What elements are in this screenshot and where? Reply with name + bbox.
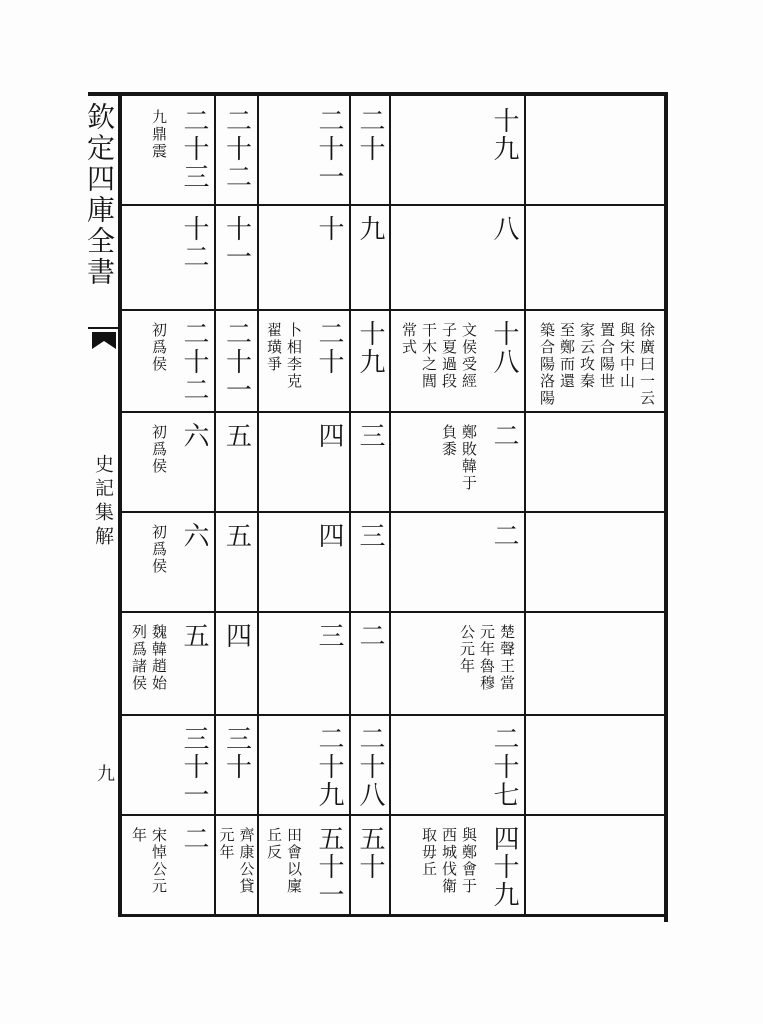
table-cell — [350, 97, 390, 205]
year-numeral: 十九 — [489, 107, 519, 163]
annotation-line: 干木之閭 — [420, 322, 438, 390]
section-title: 史記集解 — [92, 454, 114, 550]
year-numeral: 五 — [221, 422, 252, 450]
table-cell — [390, 612, 525, 715]
table-cell — [390, 310, 525, 412]
annotation — [264, 825, 304, 895]
annotation-line: 九鼎震 — [150, 109, 168, 160]
annotation-line: 初爲侯 — [150, 424, 168, 475]
year-numeral: 二十二 — [221, 107, 252, 191]
annotation-line: 徐廣曰一云 — [638, 322, 656, 407]
table-cell — [390, 97, 525, 205]
year-numeral: 二十七 — [489, 725, 519, 809]
year-numeral: 九 — [355, 215, 385, 243]
table-cell — [350, 815, 390, 916]
year-numeral: 八 — [489, 215, 519, 243]
margin-rule — [88, 327, 118, 329]
annotation-line: 文侯受經 — [460, 322, 478, 390]
table-cell — [525, 412, 665, 512]
year-numeral: 五十 — [355, 825, 385, 881]
annotation — [419, 825, 479, 895]
annotation-line: 翟璜爭 — [265, 322, 283, 373]
year-numeral: 二十 — [355, 107, 385, 163]
year-numeral: 十 — [314, 215, 344, 243]
annotation-line: 常式 — [400, 322, 418, 356]
annotation-line: 子夏過段 — [440, 322, 458, 390]
table-cell — [350, 512, 390, 612]
table-cell — [120, 310, 215, 412]
table-cell — [390, 512, 525, 612]
annotation-line: 家云攻秦 — [578, 322, 596, 390]
table-cell — [390, 815, 525, 916]
annotation-line: 列爲諸侯 — [130, 624, 148, 692]
table-cell — [258, 512, 350, 612]
table-cell — [525, 815, 665, 916]
table-cell — [525, 97, 665, 205]
table-cell — [350, 715, 390, 815]
table-cell — [525, 205, 665, 310]
annotation-line: 與宋中山 — [618, 322, 636, 390]
annotation-line: 初爲侯 — [150, 322, 168, 373]
annotation — [399, 320, 479, 390]
annotation — [149, 422, 169, 475]
table-cell — [258, 97, 350, 205]
year-numeral: 二 — [489, 422, 519, 450]
year-numeral: 五 — [179, 622, 209, 650]
year-numeral: 四 — [314, 422, 344, 450]
annotation-line: 負黍 — [440, 424, 458, 458]
annotation — [129, 622, 169, 692]
annotation-line: 魏韓趙始 — [150, 624, 168, 692]
annotation-line: 宋悼公元 — [150, 827, 168, 895]
annotation-line: 置合陽世 — [598, 322, 616, 390]
annotation — [149, 320, 169, 373]
year-numeral: 四 — [314, 522, 344, 550]
year-numeral: 二十三 — [179, 107, 209, 191]
margin-strip — [83, 96, 118, 914]
table-cell — [215, 512, 258, 612]
annotation-line: 築合陽洛陽 — [538, 322, 556, 407]
table-cell — [525, 715, 665, 815]
table-cell — [350, 412, 390, 512]
year-numeral: 十八 — [489, 320, 519, 376]
year-numeral: 二十二 — [179, 320, 209, 404]
year-numeral: 十九 — [355, 320, 385, 376]
table-cell — [215, 412, 258, 512]
year-numeral: 二十八 — [355, 725, 385, 809]
annotation — [217, 825, 257, 895]
annotation-line: 西城伐衛 — [440, 827, 458, 895]
year-numeral: 三 — [314, 622, 344, 650]
annotation — [149, 107, 169, 160]
annotation-line: 丘反 — [265, 827, 283, 861]
fishtail-mark — [92, 332, 116, 350]
table-cell — [258, 815, 350, 916]
year-numeral: 三十一 — [179, 725, 209, 809]
year-numeral: 二 — [489, 522, 519, 550]
year-numeral: 二 — [179, 825, 209, 853]
year-numeral: 十一 — [221, 215, 252, 271]
year-numeral: 二十 — [314, 320, 344, 376]
table-cell — [525, 310, 665, 412]
annotation-line: 初爲侯 — [150, 524, 168, 575]
table-cell — [120, 715, 215, 815]
annotation-line: 至鄭而還 — [558, 322, 576, 390]
annotation-line: 公元年 — [458, 624, 476, 675]
table-cell — [215, 310, 258, 412]
table-cell — [120, 97, 215, 205]
year-numeral: 五十一 — [314, 825, 344, 909]
year-numeral: 二 — [355, 622, 385, 650]
year-numeral: 二十一 — [314, 107, 344, 191]
page-number: 九 — [94, 764, 115, 782]
table-cell — [120, 512, 215, 612]
table-cell — [215, 815, 258, 916]
book-title: 欽定四庫全書 — [83, 102, 116, 288]
table-cell — [390, 412, 525, 512]
annotation — [264, 320, 304, 390]
table-cell — [390, 205, 525, 310]
year-numeral: 四 — [221, 622, 252, 650]
table-cell — [215, 205, 258, 310]
annotation — [439, 422, 479, 492]
year-numeral: 五 — [221, 522, 252, 550]
table-cell — [120, 412, 215, 512]
table-cell — [350, 612, 390, 715]
table-cell — [215, 97, 258, 205]
table-cell — [258, 715, 350, 815]
table-cell — [120, 205, 215, 310]
year-numeral: 三 — [355, 422, 385, 450]
year-numeral: 四十九 — [489, 825, 519, 909]
year-numeral: 三十 — [221, 725, 252, 781]
table-cell — [258, 205, 350, 310]
annotation — [537, 320, 657, 407]
table-cell — [120, 612, 215, 715]
table-cell — [350, 310, 390, 412]
table-cell — [120, 815, 215, 916]
table-cell — [525, 512, 665, 612]
year-numeral: 六 — [179, 522, 209, 550]
annotation-line: 卜相李克 — [285, 322, 303, 390]
year-numeral: 二十九 — [314, 725, 344, 809]
table-cell — [258, 310, 350, 412]
annotation-line: 鄭敗韓于 — [460, 424, 478, 492]
annotation-line: 田會以廩 — [285, 827, 303, 895]
annotation — [457, 622, 517, 692]
year-numeral: 六 — [179, 422, 209, 450]
annotation-line: 齊康公貸 — [237, 827, 256, 895]
table-border-top — [88, 92, 668, 96]
annotation-line: 取毋丘 — [420, 827, 438, 878]
table-cell — [215, 715, 258, 815]
year-numeral: 二十一 — [221, 320, 252, 404]
table-cell — [350, 205, 390, 310]
year-numeral: 三 — [355, 522, 385, 550]
annotation-line: 年 — [130, 827, 148, 844]
table-cell — [390, 715, 525, 815]
annotation — [129, 825, 169, 895]
table-cell — [258, 612, 350, 715]
year-numeral: 十二 — [179, 215, 209, 271]
table-cell — [215, 612, 258, 715]
annotation-line: 元年魯穆 — [478, 624, 496, 692]
table-cell — [525, 612, 665, 715]
annotation-line: 楚聲王當 — [498, 624, 516, 692]
annotation-line: 元年 — [217, 827, 236, 861]
table-cell — [258, 412, 350, 512]
annotation — [149, 522, 169, 575]
annotation-line: 與鄭會于 — [460, 827, 478, 895]
